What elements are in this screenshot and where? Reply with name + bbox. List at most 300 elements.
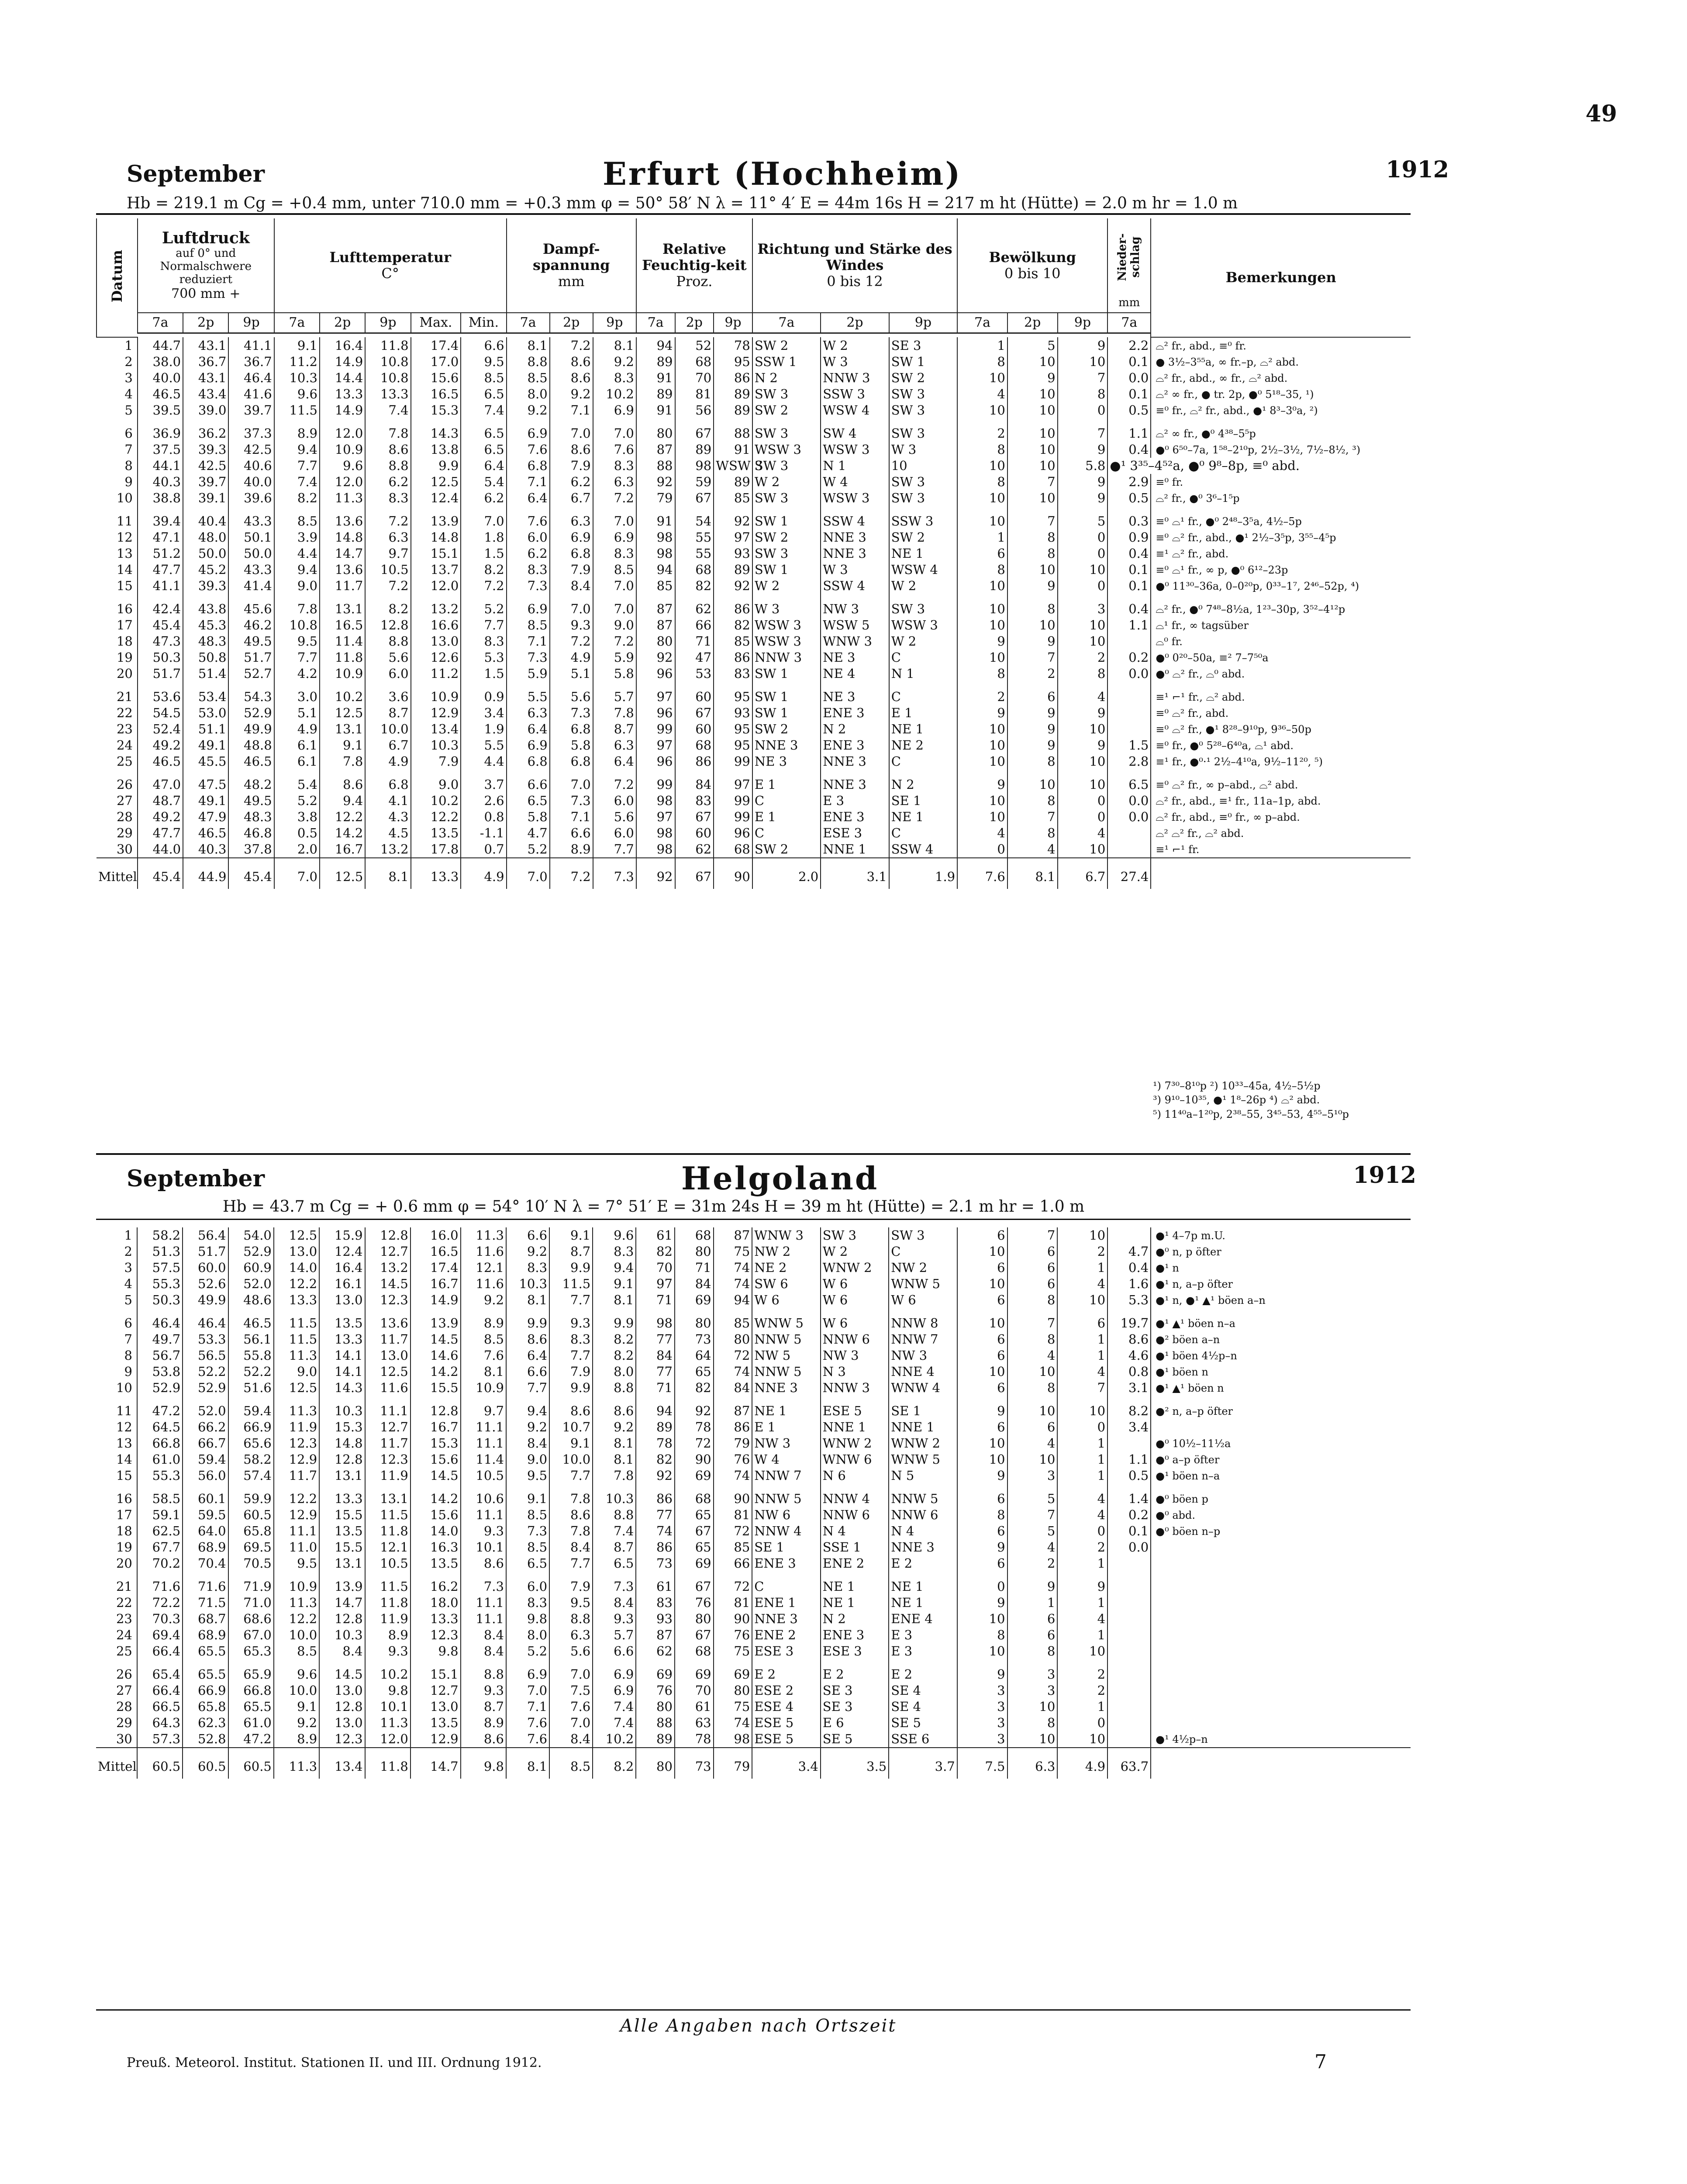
value-cell: 8 <box>957 562 1007 578</box>
table-row <box>97 354 1411 370</box>
value-cell: 8.6 <box>550 370 593 386</box>
value-cell: 11.6 <box>365 1380 411 1396</box>
value-cell: 93 <box>636 1611 675 1627</box>
wind-cell: WNW 2 <box>889 1435 957 1451</box>
day-cell: 12 <box>116 530 133 545</box>
value-cell: 44.0 <box>138 841 183 858</box>
value-cell: 9 <box>957 770 1007 793</box>
value-cell: 10.0 <box>274 1627 319 1643</box>
value-cell: 12.8 <box>319 1699 365 1715</box>
value-cell: 10.3 <box>319 1396 365 1419</box>
value-cell: 10 <box>957 1435 1007 1451</box>
value-cell: 97 <box>636 737 675 753</box>
value-cell: 89 <box>714 474 752 490</box>
value-cell: 78 <box>714 337 752 354</box>
day-cell: 19 <box>116 1540 132 1555</box>
value-cell: 0 <box>1058 809 1108 825</box>
value-cell: 8 <box>1007 1292 1058 1308</box>
value-cell: 80 <box>636 633 675 650</box>
value-cell: 12.1 <box>365 1539 411 1555</box>
table-row <box>96 1468 1411 1484</box>
value-cell: 0.1 <box>1107 1523 1151 1539</box>
value-cell: 41.6 <box>228 386 274 402</box>
wind-cell: SW 1 <box>752 562 821 578</box>
value-cell: 68 <box>675 1227 714 1244</box>
value-cell: 11.8 <box>320 650 365 666</box>
value-cell: 8.3 <box>593 458 636 474</box>
wind-cell: ESE 5 <box>752 1715 820 1731</box>
value-cell: 10.0 <box>549 1451 593 1468</box>
value-cell: 66 <box>714 1555 752 1572</box>
value-cell: 15.6 <box>411 370 461 386</box>
value-cell: 75 <box>714 1643 752 1659</box>
remarks-cell: ●¹ n, a–p öfter <box>1151 1276 1411 1292</box>
value-cell: 51.1 <box>183 721 228 737</box>
value-cell: 1 <box>1057 1451 1107 1468</box>
remarks-cell: ●¹ n, ●¹ ▲¹ böen a–n <box>1151 1292 1411 1308</box>
table-row <box>96 1292 1411 1308</box>
value-cell: 54.3 <box>228 682 274 705</box>
value-cell: 7.2 <box>550 337 593 354</box>
remarks-cell: ●¹ böen 4½p–n <box>1151 1348 1411 1364</box>
value-cell: 14.9 <box>411 1292 461 1308</box>
value-cell: 52.6 <box>183 1276 228 1292</box>
value-cell: 10 <box>957 1364 1007 1380</box>
value-cell: 6.9 <box>507 737 550 753</box>
remarks-cell: ⌓² fr., ●⁰ 3⁶–1⁵p <box>1151 490 1411 506</box>
value-cell: 0.8 <box>1107 1364 1151 1380</box>
value-cell: 8.3 <box>365 490 411 506</box>
wind-cell: NNE 3 <box>821 770 889 793</box>
value-cell: 10 <box>957 809 1007 825</box>
value-cell: 47.9 <box>183 809 228 825</box>
value-cell: 6 <box>957 1380 1007 1396</box>
value-cell: 2 <box>1057 1244 1107 1260</box>
value-cell: 87 <box>636 594 675 617</box>
value-cell: 8.5 <box>461 370 506 386</box>
value-cell: 47.2 <box>228 1731 274 1748</box>
wind-cell: C <box>752 1572 820 1595</box>
humidity-header: Relative Feuchtig-keit Proz. <box>636 218 752 313</box>
wind-cell: SE 3 <box>889 337 957 354</box>
value-cell: 54 <box>675 506 714 529</box>
value-cell: 87 <box>636 617 675 633</box>
value-cell: 7 <box>1058 418 1108 442</box>
value-cell: 98 <box>636 825 675 841</box>
value-cell: 6 <box>957 1523 1007 1539</box>
value-cell: 15.5 <box>319 1539 365 1555</box>
value-cell: 92 <box>636 650 675 666</box>
value-cell: 1 <box>1057 1260 1107 1276</box>
value-cell: 70.2 <box>137 1555 183 1572</box>
wind-cell: NW 3 <box>821 1348 889 1364</box>
value-cell: 10 <box>957 793 1007 809</box>
date-header: Datum <box>97 218 138 337</box>
value-cell: 13.0 <box>365 1348 411 1364</box>
day-cell: 16 <box>116 1491 132 1506</box>
value-cell: 8 <box>1007 546 1058 562</box>
value-cell: 5.8 <box>593 666 636 682</box>
mean-value: 13.3 <box>411 858 461 889</box>
remarks-cell <box>1151 1715 1411 1731</box>
value-cell: ●¹ 3³⁵–4⁵²a, ●⁰ 9⁸–8p, ≡⁰ abd. <box>1107 458 1151 474</box>
value-cell: 0.5 <box>274 825 320 841</box>
value-cell: 7.9 <box>549 1572 593 1595</box>
value-cell: 77 <box>636 1331 675 1348</box>
remarks-cell: ≡¹ ⌐¹ fr., ⌓² abd. <box>1151 682 1411 705</box>
value-cell: 4 <box>957 825 1007 841</box>
value-cell: 45.6 <box>228 594 274 617</box>
value-cell: 8.2 <box>365 594 411 617</box>
value-cell: 8.6 <box>320 770 365 793</box>
value-cell: 8.9 <box>274 1731 319 1748</box>
wind-cell: ENE 3 <box>821 705 889 721</box>
value-cell: 6.0 <box>506 1572 549 1595</box>
value-cell: 6 <box>1007 1611 1058 1627</box>
remarks-cell <box>1151 1539 1411 1555</box>
value-cell: 11.5 <box>274 402 320 418</box>
value-cell: 82 <box>714 617 752 633</box>
wind-cell: SW 3 <box>889 386 957 402</box>
remarks-cell: ●⁰ abd. <box>1151 1507 1411 1523</box>
wind-cell: SW 1 <box>752 682 821 705</box>
value-cell: 76 <box>675 1595 714 1611</box>
value-cell: 6.0 <box>593 825 636 841</box>
value-cell: 6.9 <box>506 1659 549 1683</box>
value-cell: 16.0 <box>411 1227 461 1244</box>
value-cell: 5.4 <box>461 474 506 490</box>
mean-value: 11.8 <box>365 1748 411 1779</box>
table-row <box>97 490 1411 506</box>
mean-value: 7.2 <box>550 858 593 889</box>
wind-cell: ENE 3 <box>752 1555 820 1572</box>
wind-cell: NNW 6 <box>889 1507 957 1523</box>
value-cell: 12.6 <box>411 650 461 666</box>
value-cell: 12.5 <box>365 1364 411 1380</box>
value-cell: 9 <box>1058 737 1108 753</box>
value-cell: 14.5 <box>319 1659 365 1683</box>
mean-value: 79 <box>714 1748 752 1779</box>
wind-cell: WSW 4 <box>889 562 957 578</box>
value-cell: 1 <box>1057 1331 1107 1348</box>
wind-cell: NNE 3 <box>752 1611 820 1627</box>
value-cell: 50.1 <box>228 529 274 546</box>
value-cell: 9.8 <box>365 1683 411 1699</box>
value-cell: 10.3 <box>274 370 320 386</box>
mean-value: 60.5 <box>228 1748 274 1779</box>
value-cell: 12.9 <box>411 1731 461 1748</box>
value-cell: 68.9 <box>183 1539 228 1555</box>
wind-cell: W 4 <box>752 1451 820 1468</box>
wind-cell: SW 3 <box>821 1227 889 1244</box>
value-cell: 5.1 <box>274 705 320 721</box>
value-cell: 8.5 <box>506 1539 549 1555</box>
wind-cell: WNW 3 <box>752 1227 820 1244</box>
table-row <box>96 1419 1411 1435</box>
wind-cell: NNE 3 <box>821 546 889 562</box>
value-cell: 52.2 <box>183 1364 228 1380</box>
value-cell: 9.7 <box>365 546 411 562</box>
mean-value: 7.0 <box>274 858 320 889</box>
wind-cell: SW 2 <box>889 370 957 386</box>
value-cell: 69 <box>714 1659 752 1683</box>
day-cell: 5 <box>124 403 133 418</box>
value-cell: 66.9 <box>228 1419 274 1435</box>
value-cell: 11.8 <box>365 337 411 354</box>
day-cell: 27 <box>116 793 133 809</box>
value-cell: 1.1 <box>1107 617 1151 633</box>
value-cell: 9 <box>957 1539 1007 1555</box>
value-cell: 9.3 <box>593 1611 636 1627</box>
value-cell: 13.6 <box>320 562 365 578</box>
value-cell: 50.3 <box>138 650 183 666</box>
value-cell: 7.2 <box>593 633 636 650</box>
value-cell: 7.3 <box>550 705 593 721</box>
value-cell: 0.0 <box>1107 1539 1151 1555</box>
wind-cell: SSW 3 <box>821 386 889 402</box>
value-cell: 17.4 <box>411 337 461 354</box>
value-cell: 49.5 <box>228 633 274 650</box>
value-cell: 84 <box>675 770 714 793</box>
wind-cell: E 2 <box>752 1659 820 1683</box>
value-cell: 51.7 <box>183 1244 228 1260</box>
remarks-cell: ≡⁰ ⌓² fr., abd. <box>1151 705 1411 721</box>
value-cell <box>1107 1227 1151 1244</box>
value-cell: 16.1 <box>319 1276 365 1292</box>
value-cell: 9.2 <box>507 402 550 418</box>
value-cell: 7.0 <box>593 506 636 529</box>
value-cell: 12.0 <box>320 474 365 490</box>
value-cell: 7.8 <box>365 418 411 442</box>
value-cell: 6.4 <box>593 753 636 770</box>
value-cell: 43.3 <box>228 506 274 529</box>
wind-cell: W 2 <box>752 474 821 490</box>
value-cell: 7 <box>1057 1380 1107 1396</box>
remarks-cell <box>1151 1699 1411 1715</box>
value-cell: 1 <box>1057 1435 1107 1451</box>
value-cell: 80 <box>636 418 675 442</box>
value-cell: 2 <box>1057 1659 1107 1683</box>
value-cell: 48.3 <box>228 809 274 825</box>
value-cell: 8.6 <box>365 442 411 458</box>
value-cell: 8.8 <box>461 1659 506 1683</box>
value-cell: 65.8 <box>183 1699 228 1715</box>
value-cell: 97 <box>714 529 752 546</box>
wind-cell: SSW 4 <box>889 841 957 858</box>
footnote: ⁵) 11⁴⁰a–1²⁰p, 2³⁸–55, 3⁴⁵–53, 4⁵⁵–5¹⁰p <box>1153 1108 1349 1120</box>
value-cell: 65.6 <box>228 1435 274 1451</box>
mean-value: 60.5 <box>183 1748 228 1779</box>
wind-cell: SSW 1 <box>752 354 821 370</box>
mean-value: 73 <box>675 1748 714 1779</box>
value-cell: 11.0 <box>274 1539 319 1555</box>
value-cell: 6.1 <box>274 753 320 770</box>
value-cell: 8 <box>1007 1715 1058 1731</box>
value-cell: 66.7 <box>183 1435 228 1451</box>
value-cell: 8.6 <box>1107 1331 1151 1348</box>
value-cell: 70 <box>675 1683 714 1699</box>
value-cell: 6.6 <box>550 825 593 841</box>
value-cell: 10 <box>1007 1364 1058 1380</box>
value-cell: 8 <box>1007 1331 1058 1348</box>
value-cell: 1 <box>957 337 1007 354</box>
value-cell: 51.4 <box>183 666 228 682</box>
value-cell: 49.2 <box>138 737 183 753</box>
value-cell: 4 <box>1058 682 1108 705</box>
helgoland-station-meta: Hb = 43.7 m Cg = + 0.6 mm φ = 54° 10′ N λ = 7° 51′ E = 31m 24s H = 39 m ht (Hütte) = 2.1 m hr = 1.0 m <box>223 1198 1085 1216</box>
value-cell: 65 <box>675 1507 714 1523</box>
value-cell: 9.0 <box>411 770 461 793</box>
value-cell: 12.8 <box>365 1227 411 1244</box>
value-cell: 9.1 <box>593 1276 636 1292</box>
value-cell: 82 <box>636 1244 675 1260</box>
value-cell: 10.2 <box>593 1731 636 1748</box>
value-cell: 14.6 <box>411 1348 461 1364</box>
day-cell: 9 <box>124 474 133 490</box>
value-cell: 47.2 <box>137 1396 183 1419</box>
day-cell: 30 <box>116 842 133 857</box>
value-cell: 12.5 <box>274 1227 319 1244</box>
wind-cell: C <box>752 793 821 809</box>
value-cell: 61 <box>636 1227 675 1244</box>
value-cell: 8.5 <box>593 562 636 578</box>
value-cell: 17.8 <box>411 841 461 858</box>
value-cell: 65.3 <box>228 1643 274 1659</box>
value-cell: 15.9 <box>319 1227 365 1244</box>
value-cell: 89 <box>675 442 714 458</box>
value-cell: 1 <box>1057 1627 1107 1643</box>
value-cell: 61 <box>675 1699 714 1715</box>
value-cell: 6.0 <box>593 793 636 809</box>
value-cell: 12.3 <box>319 1731 365 1748</box>
value-cell: 6.5 <box>506 1555 549 1572</box>
value-cell: 10 <box>1057 1731 1107 1748</box>
value-cell: 10.8 <box>365 354 411 370</box>
mean-value: 7.6 <box>957 858 1007 889</box>
value-cell: 6.0 <box>507 529 550 546</box>
remarks-cell <box>1151 1555 1411 1572</box>
value-cell: 12.9 <box>274 1507 319 1523</box>
value-cell: 7.0 <box>549 1715 593 1731</box>
value-cell: 13.2 <box>365 841 411 858</box>
value-cell: 45.4 <box>138 617 183 633</box>
wind-cell: W 2 <box>889 578 957 594</box>
day-cell: 18 <box>116 634 133 649</box>
value-cell: 7.4 <box>593 1523 636 1539</box>
value-cell: 1.4 <box>1107 1484 1151 1507</box>
value-cell: 10 <box>1058 721 1108 737</box>
value-cell: 10.1 <box>461 1539 506 1555</box>
value-cell: 11.2 <box>274 354 320 370</box>
value-cell: 5.3 <box>1107 1292 1151 1308</box>
value-cell: 64.3 <box>137 1715 183 1731</box>
remarks-cell: ⌓⁰ fr. <box>1151 633 1411 650</box>
wind-cell: NNE 1 <box>821 841 889 858</box>
value-cell: 8.5 <box>507 370 550 386</box>
value-cell: 4.4 <box>274 546 320 562</box>
remarks-cell: ●¹ 4–7p m.U. <box>1151 1227 1411 1244</box>
day-cell: 5 <box>124 1292 132 1307</box>
value-cell: 1.1 <box>1107 1451 1151 1468</box>
value-cell: 13.0 <box>319 1683 365 1699</box>
value-cell: 39.1 <box>183 490 228 506</box>
value-cell: 3.9 <box>274 529 320 546</box>
wind-cell: WSW 3 <box>889 617 957 633</box>
table-row <box>96 1331 1411 1348</box>
remarks-cell: ≡⁰ ⌓¹ fr., ●⁰ 2⁴⁸–3⁵a, 4½–5p <box>1151 506 1411 529</box>
value-cell: 8 <box>957 474 1007 490</box>
table-row <box>96 1595 1411 1611</box>
value-cell: 5.2 <box>507 841 550 858</box>
value-cell: 1 <box>957 529 1007 546</box>
value-cell: 8.6 <box>550 442 593 458</box>
wind-cell: NW 2 <box>889 1260 957 1276</box>
value-cell: 54.0 <box>228 1227 274 1244</box>
wind-cell: C <box>889 825 957 841</box>
wind-cell: NNW 4 <box>821 1484 889 1507</box>
value-cell: 53.6 <box>138 682 183 705</box>
value-cell: 10 <box>1007 418 1058 442</box>
value-cell: 11.1 <box>365 1396 411 1419</box>
table-row <box>96 1643 1411 1659</box>
value-cell: 9.3 <box>550 617 593 633</box>
value-cell: 13.7 <box>411 562 461 578</box>
value-cell: 12.3 <box>365 1292 411 1308</box>
value-cell: 48.0 <box>183 529 228 546</box>
wind-cell: WNW 6 <box>821 1451 889 1468</box>
value-cell: 74 <box>636 1523 675 1539</box>
value-cell: 4 <box>1007 1435 1058 1451</box>
value-cell: 8 <box>1007 1380 1058 1396</box>
value-cell: 7 <box>1007 1227 1058 1244</box>
table-row <box>96 1715 1411 1731</box>
value-cell: 16.7 <box>411 1419 461 1435</box>
value-cell: 3.4 <box>1107 1419 1151 1435</box>
wind-cell: ENE 2 <box>752 1627 820 1643</box>
value-cell: 11.5 <box>365 1507 411 1523</box>
value-cell: 1 <box>1057 1555 1107 1572</box>
value-cell: 10.3 <box>593 1484 636 1507</box>
value-cell: 95 <box>714 682 752 705</box>
value-cell: 79 <box>636 490 675 506</box>
wind-cell: NNW 5 <box>889 1484 957 1507</box>
value-cell: 11.7 <box>320 578 365 594</box>
day-cell: 15 <box>116 578 133 594</box>
mean-value: 3.5 <box>821 1748 889 1779</box>
wind-cell: N 5 <box>889 1468 957 1484</box>
value-cell: 10.0 <box>365 721 411 737</box>
value-cell: 7.5 <box>549 1683 593 1699</box>
value-cell: 7.3 <box>461 1572 506 1595</box>
value-cell: 6 <box>957 1555 1007 1572</box>
wind-cell: SW 3 <box>889 1227 957 1244</box>
value-cell: 0 <box>1058 402 1108 418</box>
wind-cell: NW 2 <box>752 1244 820 1260</box>
value-cell: 0 <box>957 841 1007 858</box>
value-cell: 37.3 <box>228 418 274 442</box>
value-cell: 54.5 <box>138 705 183 721</box>
value-cell: 94 <box>636 562 675 578</box>
value-cell: 8.9 <box>365 1627 411 1643</box>
erfurt-time-row: 7a 2p 9p 7a 2p 9p Max. Min. 7a 2p 9p 7a 2p 9p 7a 2p 9p 7a 2p 9p 7a <box>97 313 1411 333</box>
day-cell: 23 <box>116 1611 132 1626</box>
value-cell: 6.2 <box>507 546 550 562</box>
value-cell: 89 <box>714 386 752 402</box>
value-cell: 6.5 <box>1107 770 1151 793</box>
value-cell: 40.4 <box>183 506 228 529</box>
vapour-header: Dampf-spannung mm <box>507 218 636 313</box>
mean-value: 3.7 <box>889 1748 957 1779</box>
